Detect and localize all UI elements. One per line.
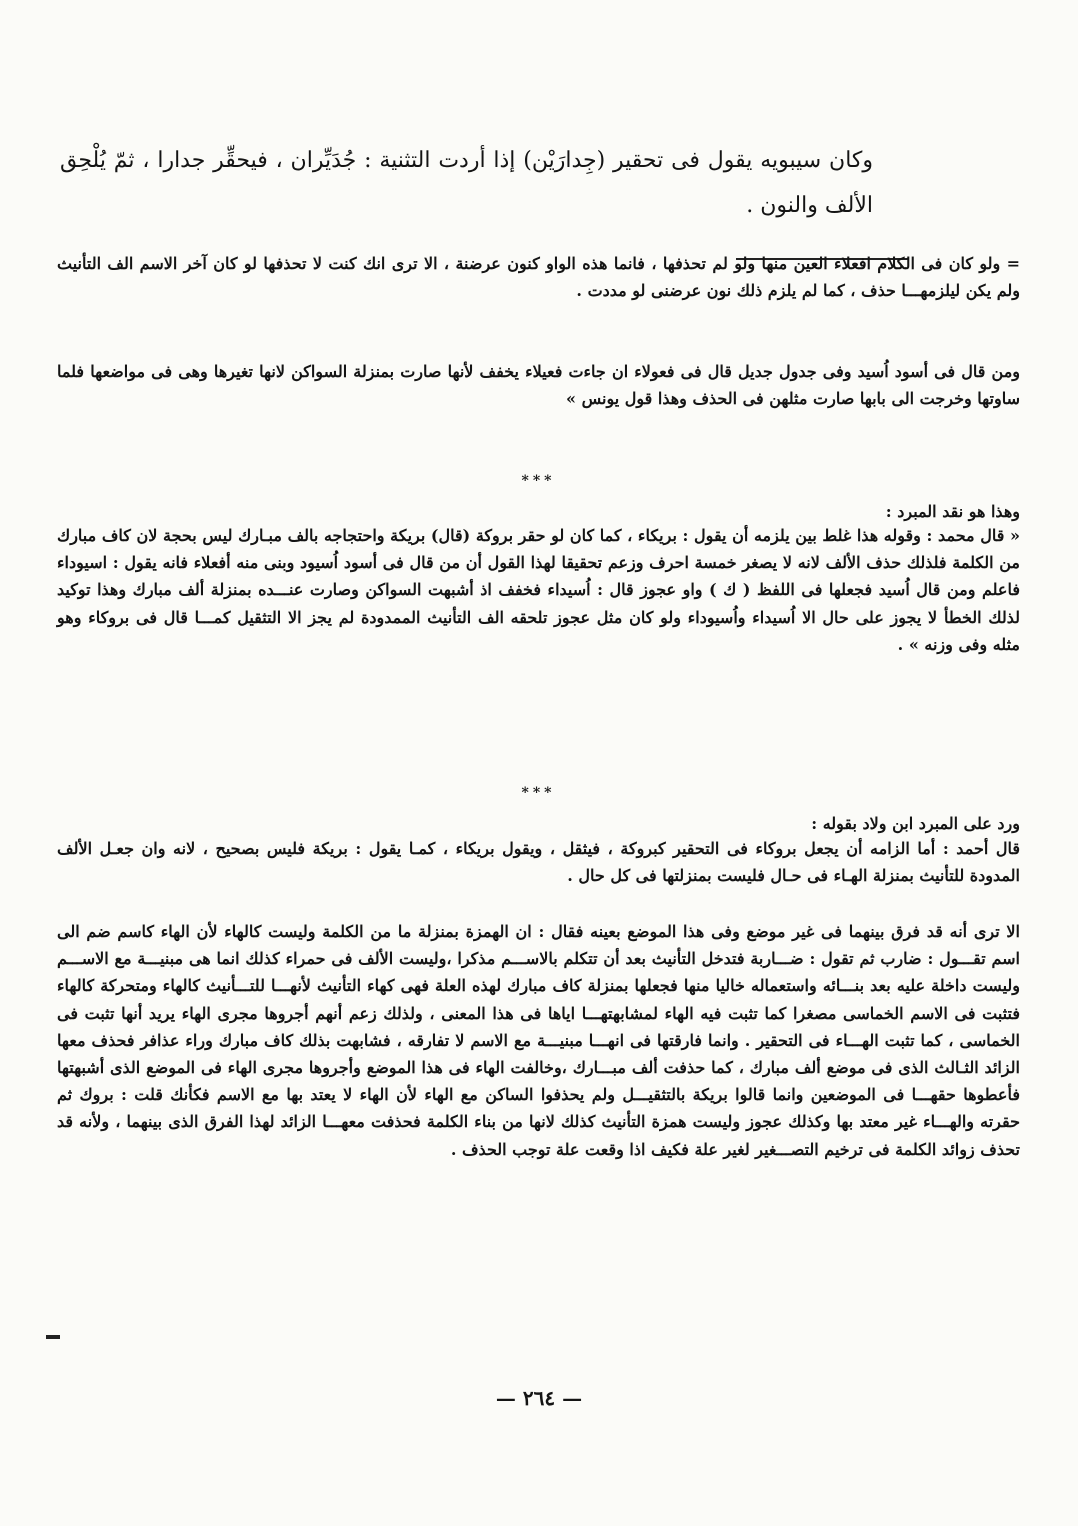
footnote-paragraph: « قال محمد : وقوله هذا غلط بين يلزمه أن يقول : بريكاء ، كما كان لو حقر بروكة (قال) بريكة واحتجاجه بالف مبـارك ليس بحجة لان كاف مبارك من الكلمة فلذلك حذف الألف لانه لا يصغر خمسة احرف وزعم تحقيقا لهذا القول أن من قال فى أسود اُسيود وبنى منه أفعلاء فانه يقول : اسيوداء فاعلم ومن قال اُسيد فجعلها فى اللفظ ( ك ) واو عجوز قال : اُسيداء فخفف اذ أشبهت السواكن وصارت عنـــده بمنزلة ألف مبارك وهذا توكيد لذلك الخطأ لا يجوز على حال الا اُسيداء واُسيوداء ولو كان مثل عجوز تلحقه الف التأنيث الممدودة لم يجز الا التثقيل كمـــا قال فى بروكاء وهو مثله وفى وزنه » . <box>57 526 1020 654</box>
main-text: وكان سيبويه يقول فى تحقير (جِدارَيْن) إذا أردت التثنية : جُدَيِّران ، فيحقِّر جدارا ، ثمّ يُلْحِق الألف والنون . <box>60 148 873 218</box>
scan-mark <box>46 1335 60 1339</box>
section-separator: *** <box>521 473 556 489</box>
page-number: — ٢٦٤ — <box>495 1386 583 1410</box>
section-separator: *** <box>521 785 556 801</box>
footnote-paragraph: = ولو كان فى الكلام افعلاء العين منها ولو لم تحذفها ، فانما هذه الواو كنون عرضنة ، الا ترى انك كنت لا تحذفها لو كان آخر الاسم الف التأنيث ولم يكن ليلزمهـــا حذف ، كما لم يلزم ذلك نون عرضنى لو مددت . <box>57 254 1020 301</box>
footnote-paragraph: الا ترى أنه قد فرق بينهما فى غير موضع وفى هذا الموضع بعينه فقال : ان الهمزة بمنزلة ما من الكلمة وليست كالهاء لأن الهاء كاسم ضم الى اسم تقـــول : ضارب ثم تقول : ضـــاربة فتدخل التأنيث بعد أن تتكلم بالاســـم مذكرا ،وليست الألف فى حمراء كذلك انما هى مبنيـــة مع الاســـم وليست داخلة عليه بعد بنـــائه واستعماله خاليا منها فجعلها بمنزلة كاف مبارك لهذه العلة فهى كهاء التأنيث لأنهـــا للتـــأنيث كالهاء ومتحركة كالهاء فتثبت فى الاسم الخماسى مصغرا كما تثبت فيه الهاء لمشابهتهـــا اياها فى هذا المعنى ، ولذلك زعم أنهم أجروها مجرى الهاء يريد أنها تثبت فى الخماسى ، كما تثبت الهـــاء فى التحقير . وانما فارقتها فى انهـــا مبنيـــة مع الاسم لا تفارقه ، فشابهت بذلك كاف مبارك وراء عذافر فحذف معها الزائد الثـالث الذى فى موضع ألف مبارك ، كما حذفت ألف مبـــارك ،وخالفت الهاء فى هذا الموضع وأجروها مجرى الهاء فى الموضع الذى أشبهتها فأعطوها حقهـــا فى الموضعين وانما قالوا بريكة بالتثقيـــل ولم يحذفوا الساكن مع الهاء لأن الهاء لا يعتد بها مع الاسم فكأنك قلت : بروك ثم حقرته والهـــاء غير معتد بها وكذلك عجوز وليست همزة التأنيث كذلك لانها من بناء الكلمة فحذفت معهـــا الزائد لهذا الفرق الذى بينهما ، ولأنه قد تحذف زوائد الكلمة فى ترخيم التصـــغير لغير علة فكيف اذا وقعت علة توجب الحذف . <box>57 922 1021 1159</box>
footnote-paragraph: قال أحمد : أما الزامه أن يجعل بروكاء فى التحقير كبروكة ، فيثقل ، ويقول بريكاء ، كمـا يقول : بريكة فليس بصحيح ، لانه وان جعـل الألف المدودة للتأنيث بمنزلة الهـاء فى حـال فليست بمنزلتها فى كل حال . <box>57 839 1020 886</box>
footnote-paragraph: وهذا هو نقد المبرد : <box>885 502 1020 521</box>
footnote-paragraph: ورد على المبرد ابن ولاد بقوله : <box>811 814 1020 833</box>
footnote-paragraph: ومن قال فى أسود اُسيد وفى جدول جديل قال فى فعولاء ان جاءت فعيلاء يخفف لأنها صارت بمنزلة السواكن لانها تغيرها وهى فى مواضعها فلما ساوتها وخرجت الى بابها صارت مثلهن فى الحذف وهذا قول يونس » <box>57 362 1020 409</box>
